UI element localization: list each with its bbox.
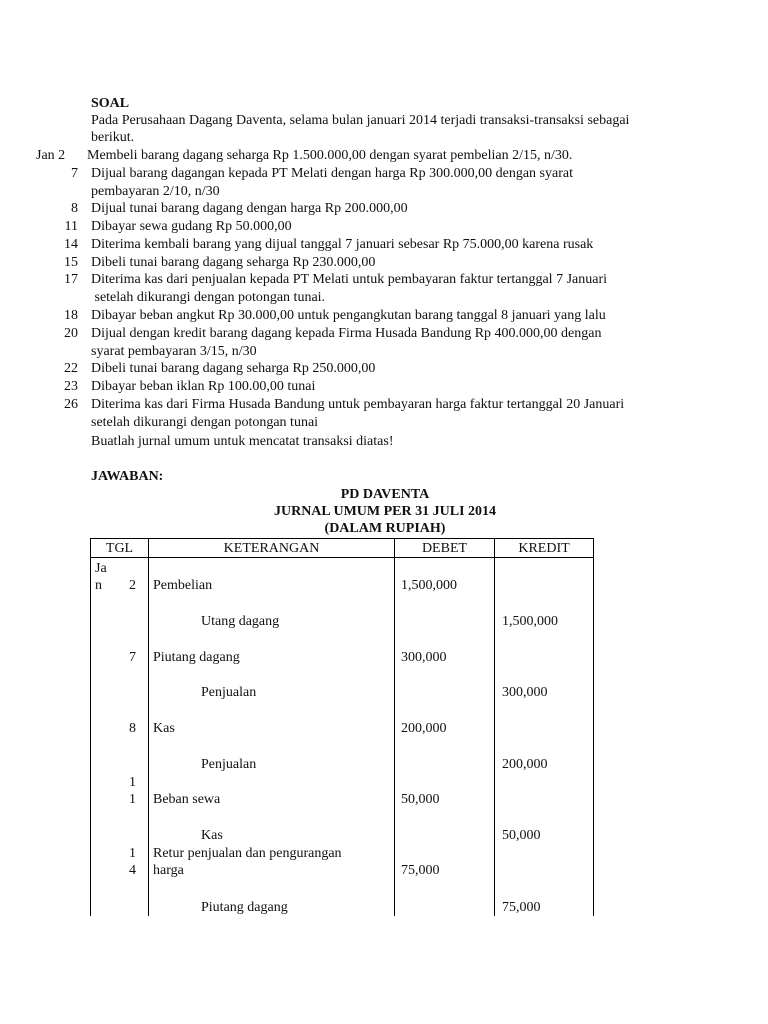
row-credit: 1,500,000 (502, 614, 558, 629)
row-account: Beban sewa (153, 792, 221, 807)
transaction-text: Diterima kas dari penjualan kepada PT Melati untuk pembayaran faktur tertanggal 7 Januari (91, 272, 608, 287)
transaction-text: setelah dikurangi dengan potongan tunai (91, 415, 319, 430)
soal-instruction: Buatlah jurnal umum untuk mencatat transaksi diatas! (91, 434, 394, 449)
transaction-text: syarat pembayaran 3/15, n/30 (91, 344, 257, 359)
transaction-text: Dibayar beban iklan Rp 100.00,00 tunai (91, 379, 316, 394)
row-credit: 200,000 (502, 757, 548, 772)
row-account: Kas (201, 828, 223, 843)
transaction-date: 22 (64, 361, 78, 376)
row-day-top: 1 (129, 846, 136, 861)
row-account: Piutang dagang (153, 650, 240, 665)
header-tgl: TGL (105, 541, 134, 556)
table-top-border (90, 538, 594, 539)
header-debet: DEBET (421, 541, 468, 556)
row-account: Pembelian (153, 578, 213, 593)
transaction-date: 11 (64, 219, 78, 234)
row-account: Retur penjualan dan pengurangan (153, 846, 342, 861)
row-account: Kas (153, 721, 175, 736)
row-day: 1 (129, 792, 136, 807)
transaction-date: 20 (64, 326, 78, 341)
transaction-date: 18 (64, 308, 78, 323)
transaction-date: 15 (64, 255, 78, 270)
transaction-text: Dijual dengan kredit barang dagang kepada Firma Husada Bandung Rp 400.000,00 dengan (91, 326, 602, 341)
transaction-text: Diterima kembali barang yang dijual tanggal 7 januari sebesar Rp 75.000,00 karena rusak (91, 237, 594, 252)
transaction-date: 17 (64, 272, 78, 287)
month-label-part2: n (95, 578, 102, 593)
transaction-date: 26 (64, 397, 78, 412)
soal-intro-line2: berikut. (91, 130, 135, 145)
row-debit: 50,000 (401, 792, 440, 807)
row-account-continued: harga (153, 863, 184, 878)
table-right-border (593, 538, 594, 916)
row-day: 4 (129, 863, 136, 878)
row-account: Utang dagang (201, 614, 280, 629)
row-account: Penjualan (201, 757, 257, 772)
transaction-date: 7 (71, 166, 78, 181)
journal-currency-note: (DALAM RUPIAH) (324, 521, 446, 536)
row-day-top: 1 (129, 775, 136, 790)
row-day: 8 (129, 721, 136, 736)
transaction-text: Dibayar sewa gudang Rp 50.000,00 (91, 219, 292, 234)
transaction-text: setelah dikurangi dengan potongan tunai. (91, 290, 326, 305)
row-debit: 1,500,000 (401, 578, 457, 593)
row-credit: 300,000 (502, 685, 548, 700)
table-col-divider (494, 538, 495, 916)
transaction-text: Membeli barang dagang seharga Rp 1.500.000,00 dengan syarat pembelian 2/15, n/30. (87, 148, 573, 163)
row-account: Piutang dagang (201, 900, 288, 915)
table-col-divider (394, 538, 395, 916)
transaction-text: Dibeli tunai barang dagang seharga Rp 230.000,00 (91, 255, 376, 270)
row-debit: 300,000 (401, 650, 447, 665)
transaction-text: Diterima kas dari Firma Husada Bandung untuk pembayaran harga faktur tertanggal 20 Januari (91, 397, 625, 412)
header-kredit: KREDIT (518, 541, 570, 556)
transaction-text: Dibeli tunai barang dagang seharga Rp 250.000,00 (91, 361, 376, 376)
jawaban-heading: JAWABAN: (91, 469, 164, 484)
table-col-divider (148, 538, 149, 916)
row-day: 7 (129, 650, 136, 665)
transaction-text: pembayaran 2/10, n/30 (91, 184, 220, 199)
table-header-border (90, 557, 594, 558)
transaction-text: Dibayar beban angkut Rp 30.000,00 untuk pengangkutan barang tanggal 8 januari yang lalu (91, 308, 606, 323)
row-credit: 50,000 (502, 828, 541, 843)
row-day: 2 (129, 578, 136, 593)
table-left-border (90, 538, 91, 916)
journal-title: JURNAL UMUM PER 31 JULI 2014 (273, 504, 497, 519)
row-debit: 75,000 (401, 863, 440, 878)
soal-heading: SOAL (91, 96, 130, 111)
soal-intro-line1: Pada Perusahaan Dagang Daventa, selama bulan januari 2014 terjadi transaksi-transaksi sebagai (91, 113, 630, 128)
transaction-text: Dijual barang dagangan kepada PT Melati dengan harga Rp 300.000,00 dengan syarat (91, 166, 573, 181)
row-credit: 75,000 (502, 900, 541, 915)
row-account: Penjualan (201, 685, 257, 700)
transaction-date: 23 (64, 379, 78, 394)
month-label-part1: Ja (95, 561, 107, 576)
transaction-text: Dijual tunai barang dagang dengan harga Rp 200.000,00 (91, 201, 408, 216)
transaction-date: 14 (64, 237, 78, 252)
journal-company-title: PD DAVENTA (340, 487, 430, 502)
transaction-date: 8 (71, 201, 78, 216)
header-keterangan: KETERANGAN (223, 541, 320, 556)
transaction-date: Jan 2 (36, 148, 66, 163)
row-debit: 200,000 (401, 721, 447, 736)
